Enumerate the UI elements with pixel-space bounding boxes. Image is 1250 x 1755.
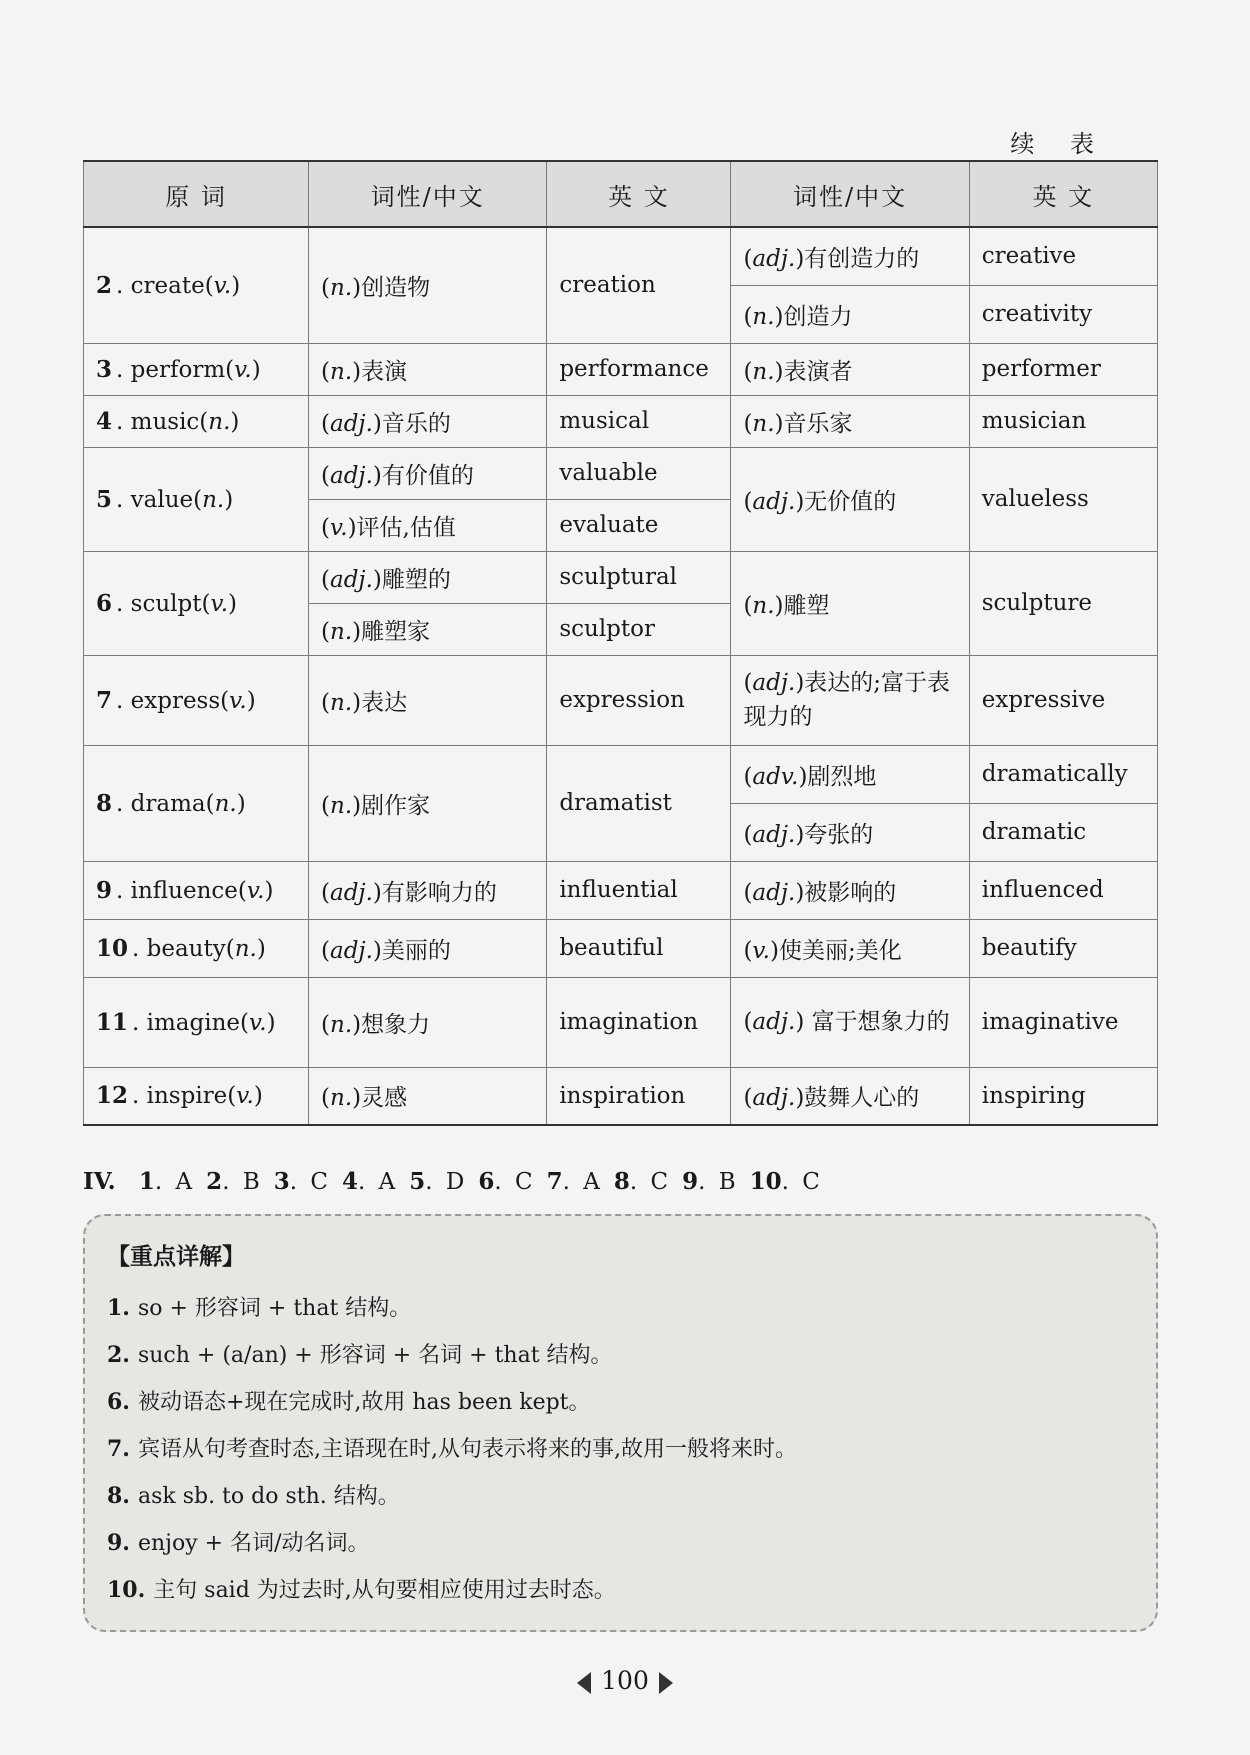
pos-cell: (n.)灵感	[309, 1067, 547, 1125]
word-cell: 6 . sculpt(v.)	[84, 551, 309, 655]
pos-cell: (n.)雕塑家	[309, 603, 547, 655]
prev-arrow-icon	[577, 1672, 591, 1694]
next-arrow-icon	[659, 1672, 673, 1694]
pos-cell: (adj.)有价值的	[309, 447, 547, 499]
english-cell: sculpture	[969, 551, 1157, 655]
answer-item: 2. B	[206, 1168, 260, 1195]
english-cell: beautiful	[547, 919, 731, 977]
english-cell: musical	[547, 395, 731, 447]
table-row	[84, 977, 1158, 1067]
pos-cell: (n.)雕塑	[731, 551, 969, 655]
header-english-1: 英 文	[547, 161, 731, 227]
english-cell: influential	[547, 861, 731, 919]
key-points-box	[83, 1214, 1158, 1632]
table-row	[84, 1067, 1158, 1125]
english-cell: evaluate	[547, 499, 731, 551]
table-header-row	[84, 161, 1158, 227]
word-cell: 11 . imagine(v.)	[84, 977, 309, 1067]
english-cell: imagination	[547, 977, 731, 1067]
page-number	[0, 1666, 1250, 1695]
word-cell: 7 . express(v.)	[84, 655, 309, 745]
english-cell: dramatic	[969, 803, 1157, 861]
english-cell: influenced	[969, 861, 1157, 919]
english-cell: beautify	[969, 919, 1157, 977]
english-cell: inspiring	[969, 1067, 1157, 1125]
answer-item: 5. D	[409, 1168, 465, 1195]
answer-section-label: IV.	[83, 1168, 116, 1195]
pos-cell: (n.)表演者	[731, 343, 969, 395]
page-number-text: 100	[601, 1666, 649, 1695]
answer-item: 10. C	[749, 1168, 820, 1195]
table-row	[84, 919, 1158, 977]
answer-list	[139, 1169, 834, 1195]
pos-cell: (n.)表达	[309, 655, 547, 745]
answer-item: 7. A	[546, 1168, 600, 1195]
pos-cell: (n.)剧作家	[309, 745, 547, 861]
table-row	[84, 395, 1158, 447]
header-original-word: 原 词	[84, 161, 309, 227]
table-row	[84, 745, 1158, 803]
word-cell: 8 . drama(n.)	[84, 745, 309, 861]
pos-cell: (v.)评估,估值	[309, 499, 547, 551]
answer-item: 8. C	[613, 1168, 669, 1195]
pos-cell: (adj.)表达的;富于表现力的	[731, 655, 969, 745]
pos-cell: (v.)使美丽;美化	[731, 919, 969, 977]
vocabulary-table	[83, 160, 1158, 1126]
pos-cell: (adj.)夸张的	[731, 803, 969, 861]
table-row	[84, 551, 1158, 603]
word-cell: 3 . perform(v.)	[84, 343, 309, 395]
english-cell: performance	[547, 343, 731, 395]
pos-cell: (n.)表演	[309, 343, 547, 395]
english-cell: inspiration	[547, 1067, 731, 1125]
table-row	[84, 447, 1158, 499]
key-point-item: 10. 主句 said 为过去时,从句要相应使用过去时态。	[107, 1577, 616, 1603]
pos-cell: (adj.)鼓舞人心的	[731, 1067, 969, 1125]
pos-cell: (adv.)剧烈地	[731, 745, 969, 803]
english-cell: creative	[969, 227, 1157, 285]
key-point-item: 9. enjoy + 名词/动名词。	[107, 1530, 370, 1556]
header-pos-chinese-1: 词性/中文	[309, 161, 547, 227]
pos-cell: (adj.) 富于想象力的	[731, 977, 969, 1067]
word-cell: 10 . beauty(n.)	[84, 919, 309, 977]
pos-cell: (adj.)有创造力的	[731, 227, 969, 285]
answer-item: 1. A	[138, 1168, 193, 1195]
english-cell: performer	[969, 343, 1157, 395]
english-cell: dramatically	[969, 745, 1157, 803]
pos-cell: (adj.)有影响力的	[309, 861, 547, 919]
english-cell: dramatist	[547, 745, 731, 861]
table-row	[84, 343, 1158, 395]
answer-item: 4. A	[341, 1168, 396, 1195]
answer-item: 9. B	[682, 1168, 736, 1195]
word-cell: 2 . create(v.)	[84, 227, 309, 343]
key-point-item: 1. so + 形容词 + that 结构。	[107, 1295, 412, 1321]
pos-cell: (adj.)音乐的	[309, 395, 547, 447]
word-cell: 12 . inspire(v.)	[84, 1067, 309, 1125]
pos-cell: (adj.)被影响的	[731, 861, 969, 919]
pos-cell: (adj.)美丽的	[309, 919, 547, 977]
key-points-list	[107, 1285, 1134, 1614]
word-cell: 5 . value(n.)	[84, 447, 309, 551]
english-cell: sculptural	[547, 551, 731, 603]
key-point-item: 7. 宾语从句考查时态,主语现在时,从句表示将来的事,故用一般将来时。	[107, 1436, 797, 1462]
pos-cell: (n.)创造力	[731, 285, 969, 343]
key-points-title: 【重点详解】	[107, 1244, 245, 1270]
header-pos-chinese-2: 词性/中文	[731, 161, 969, 227]
key-point-item: 6. 被动语态+现在完成时,故用 has been kept。	[107, 1389, 591, 1415]
header-english-2: 英 文	[969, 161, 1157, 227]
english-cell: imaginative	[969, 977, 1157, 1067]
english-cell: sculptor	[547, 603, 731, 655]
continued-label: 续 表	[1010, 130, 1108, 158]
english-cell: expressive	[969, 655, 1157, 745]
pos-cell: (adj.)雕塑的	[309, 551, 547, 603]
answer-key	[83, 1168, 834, 1195]
pos-cell: (adj.)无价值的	[731, 447, 969, 551]
pos-cell: (n.)创造物	[309, 227, 547, 343]
key-point-item: 2. such + (a/an) + 形容词 + 名词 + that 结构。	[107, 1342, 613, 1368]
answer-item: 3. C	[273, 1168, 328, 1195]
english-cell: creativity	[969, 285, 1157, 343]
english-cell: valueless	[969, 447, 1157, 551]
english-cell: creation	[547, 227, 731, 343]
key-point-item: 8. ask sb. to do sth. 结构。	[107, 1483, 400, 1509]
table-row	[84, 861, 1158, 919]
table-row	[84, 655, 1158, 745]
english-cell: expression	[547, 655, 731, 745]
english-cell: musician	[969, 395, 1157, 447]
table-row	[84, 227, 1158, 285]
word-cell: 9 . influence(v.)	[84, 861, 309, 919]
word-cell: 4 . music(n.)	[84, 395, 309, 447]
pos-cell: (n.)音乐家	[731, 395, 969, 447]
answer-item: 6. C	[478, 1168, 533, 1195]
pos-cell: (n.)想象力	[309, 977, 547, 1067]
english-cell: valuable	[547, 447, 731, 499]
